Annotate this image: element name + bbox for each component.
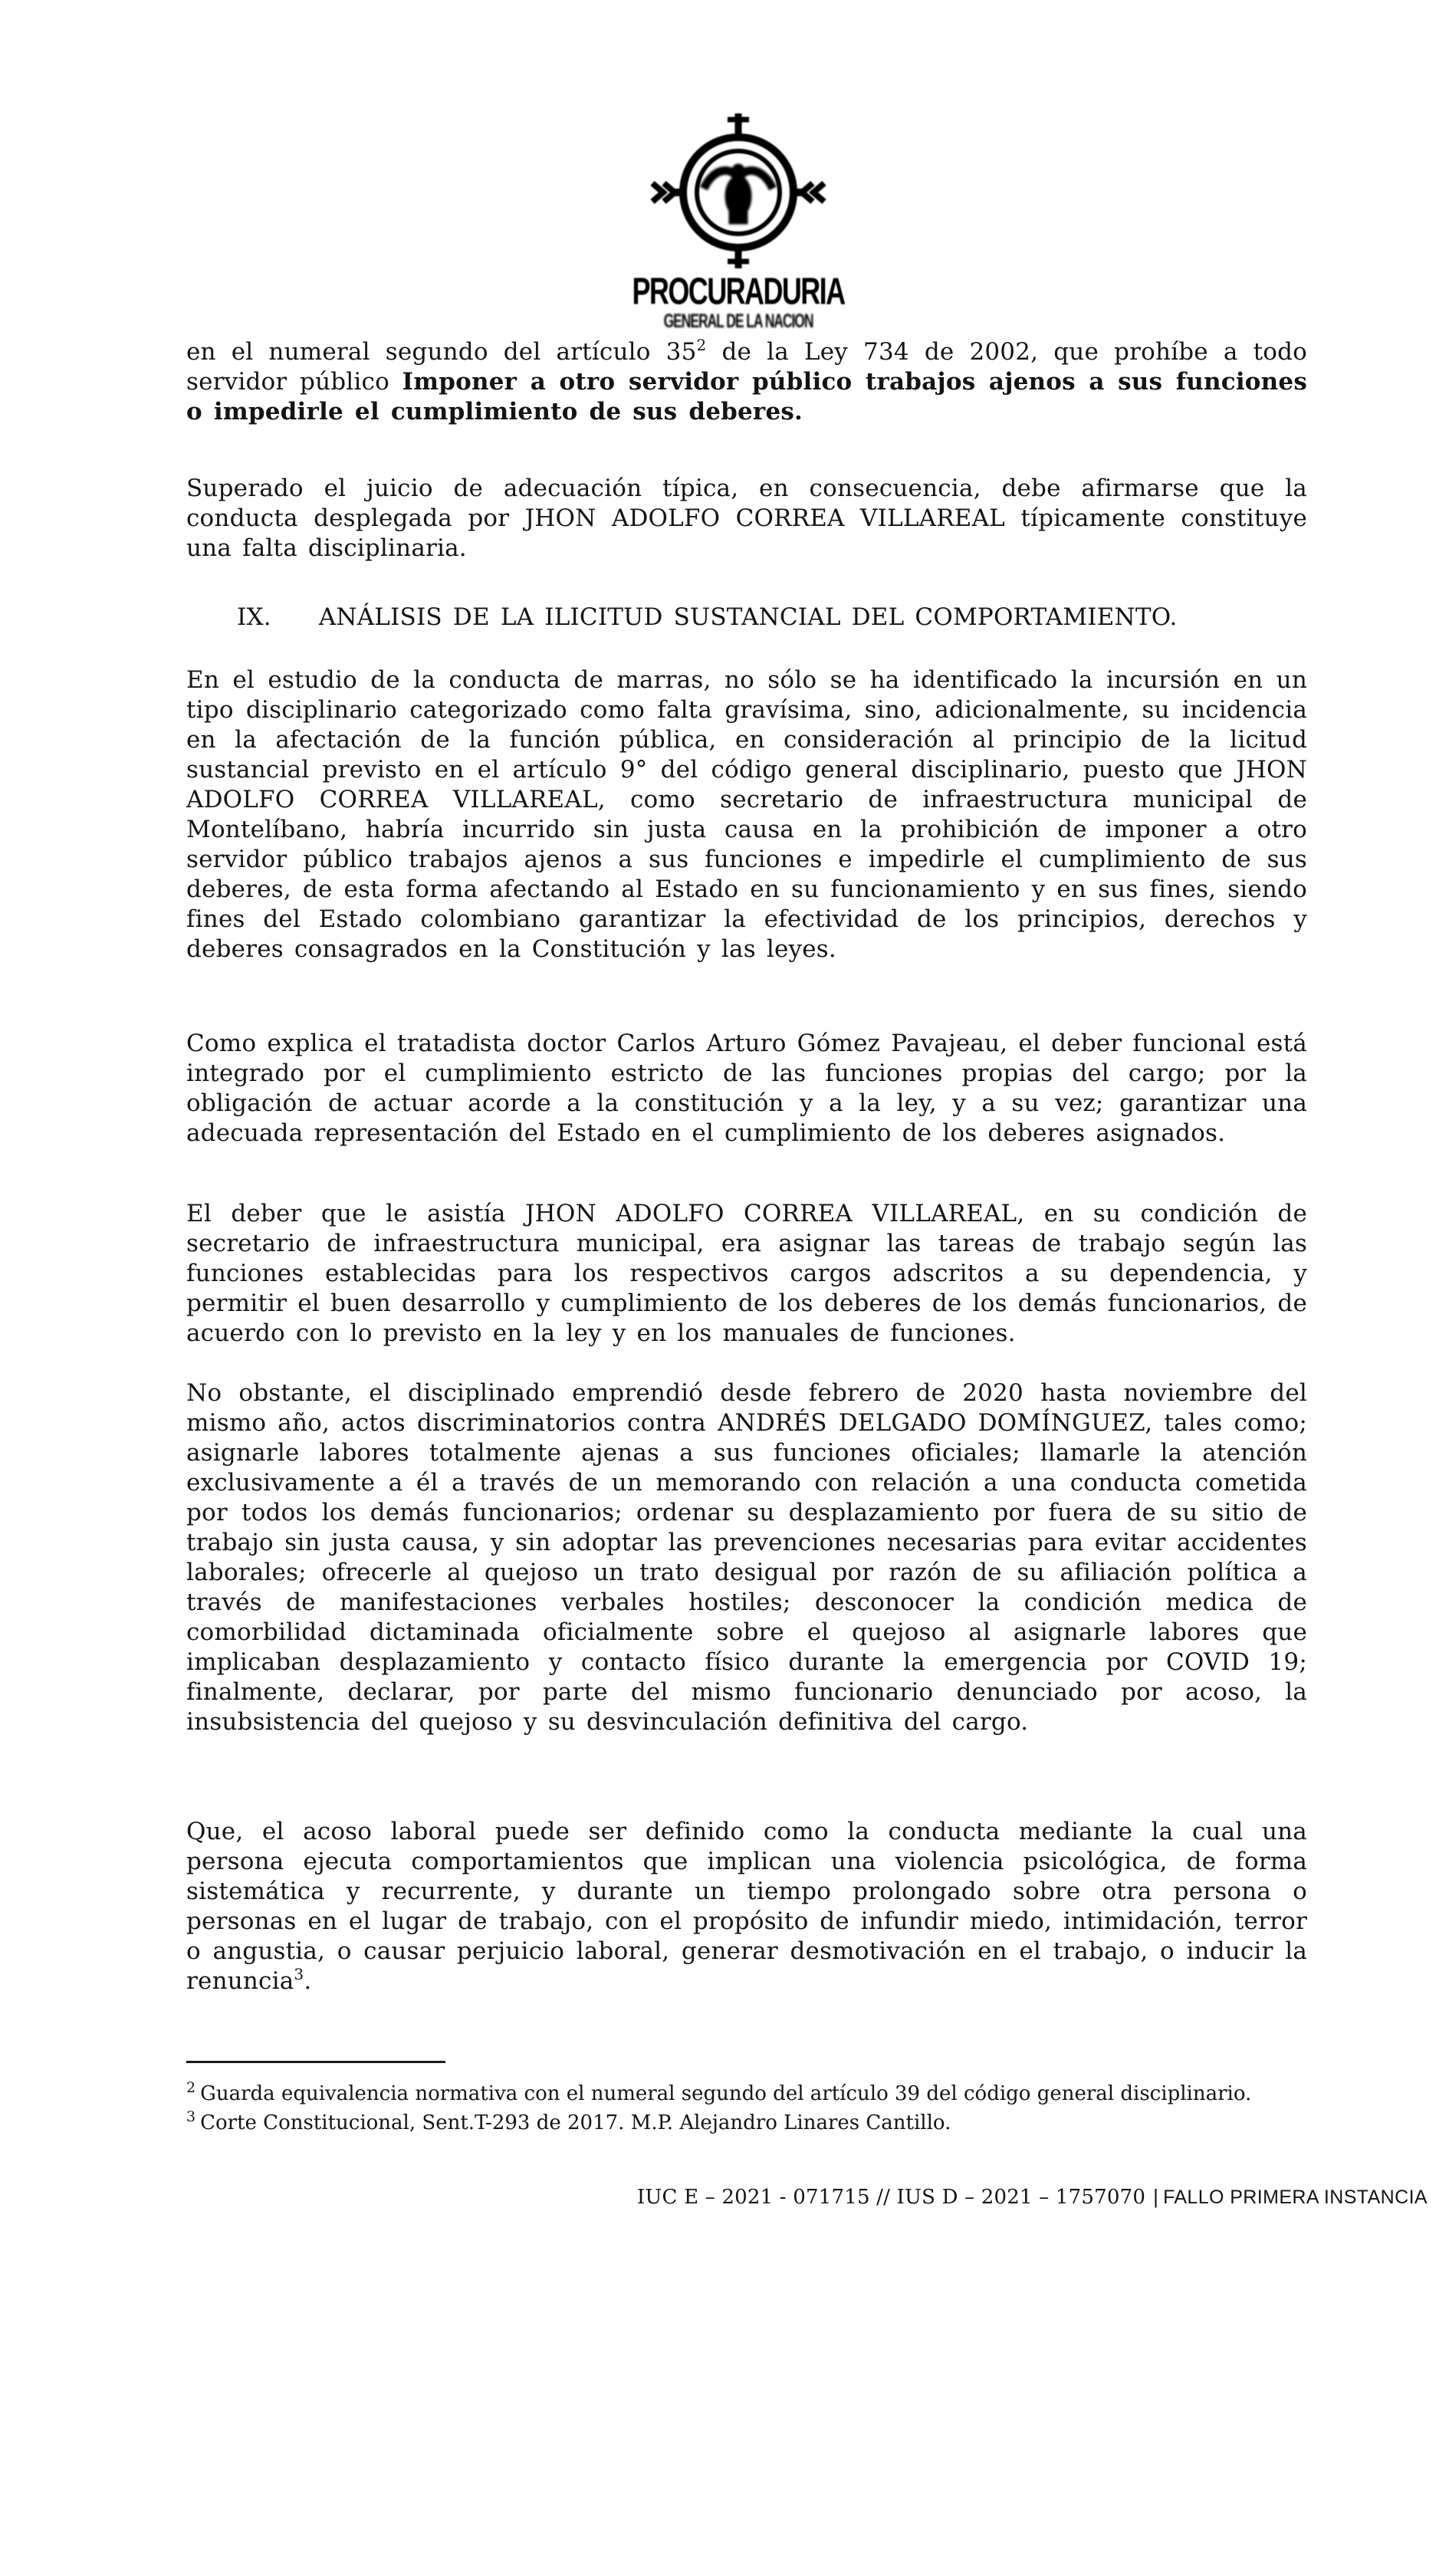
body-paragraph-7 [186,1817,1307,1996]
footnote-marker: 3 [186,2108,196,2125]
paragraph-text: Que, el acoso laboral puede ser definido como la conducta mediante la cual una persona ejecuta comportamientos que implican una violencia psicológica, de forma sistemática y recurrente, y durante un tiempo prolongado sobre otra persona o personas en el lugar de trabajo, con el propósito de infundir miedo, intimidación, terror o angustia, o causar perjuicio laboral, generar desmotivación en el trabajo, o inducir la renuncia [186,1818,1307,1995]
footer-separator: | [1153,2185,1159,2208]
body-paragraph-3: En el estudio de la conducta de marras, no sólo se ha identificado la incursión en un tipo disciplinario categorizado como falta gravísima, sino, adicionalmente, su incidencia en la afectación de la función pública, en consideración al principio de la licitud sustancial previsto en el artículo 9° del código general disciplinario, puesto que JHON ADOLFO CORREA VILLAREAL, como secretario de infraestructura municipal de Montelíbano, habría incurrido sin justa causa en la prohibición de imponer a otro servidor público trabajos ajenos a sus funciones e impedirle el cumplimiento de sus deberes, de esta forma afectando al Estado en su funcionamiento y en sus fines, siendo fines del Estado colombiano garantizar la efectividad de los principios, derechos y deberes consagrados en la Constitución y las leyes. [186,666,1307,963]
section-title: ANÁLISIS DE LA ILICITUD SUSTANCIAL DEL COMPORTAMIENTO. [318,603,1178,631]
procuraduria-logo [585,112,892,333]
body-paragraph-4: Como explica el tratadista doctor Carlos Arturo Gómez Pavajeau, el deber funcional está integrado por el cumplimiento estricto de las funciones propias del cargo; por la obligación de actuar acorde a la constitución y a la ley, y a su vez; garantizar una adecuada representación del Estado en el cumplimiento de los deberes asignados. [186,1030,1307,1147]
body-paragraph-6: No obstante, el disciplinado emprendió desde febrero de 2020 hasta noviembre del mismo año, actos discriminatorios contra ANDRÉS DELGADO DOMÍNGUEZ, tales como; asignarle labores totalmente ajenas a sus funciones oficiales; llamarle la atención exclusivamente a él a través de un memorando con relación a una conducta cometida por todos los demás funcionarios; ordenar su desplazamiento por fuera de su sitio de trabajo sin justa causa, y sin adoptar las prevenciones necesarias para evitar accidentes laborales; ofrecerle al quejoso un trato desigual por razón de su afiliación política a través de manifestaciones verbales hostiles; desconocer la condición medica de comorbilidad dictaminada oficialmente sobre el quejoso al asignarle labores que implicaban desplazamiento y contacto físico durante la emergencia por COVID 19; finalmente, declarar, por parte del mismo funcionario denunciado por acoso, la insubsistencia del quejoso y su desvinculación definitiva del cargo. [186,1379,1307,1736]
footnote-divider [186,2061,445,2063]
footnote-reference-2: 2 [696,336,707,354]
footnotes-section [186,2079,1313,2137]
footnote-reference-3: 3 [294,1965,304,1983]
paragraph-text: . [304,1967,312,1995]
body-paragraph-2: Superado el juicio de adecuación típica, en consecuencia, debe afirmarse que la conducta desplegada por JHON ADOLFO CORREA VILLAREAL típicamente constituye una falta disciplinaria. [186,475,1307,562]
footnote-3 [186,2108,1313,2137]
footer-label: FALLO PRIMERA INSTANCIA [1163,2187,1428,2208]
procuraduria-emblem-icon [650,112,826,272]
prohibition-bold-text: Imponer a otro servidor público trabajos ajenos a sus funciones o impedirle el cumplimiento de sus deberes. [186,368,1307,426]
body-paragraph-5: El deber que le asistía JHON ADOLFO CORREA VILLAREAL, en su condición de secretario de infraestructura municipal, era asignar las tareas de trabajo según las funciones establecidas para los respectivos cargos adscritos a su dependencia, y permitir el buen desarrollo y cumplimiento de los deberes de los demás funcionarios, de acuerdo con lo previsto en la ley y en los manuales de funciones. [186,1200,1307,1347]
footnote-marker: 2 [186,2079,196,2096]
footer-case-reference: IUC E – 2021 - 071715 // IUS D – 2021 – 1757070 [636,2186,1146,2209]
logo-wordmark: PROCURADURIA [632,271,845,313]
section-number: IX. [237,603,271,631]
footnote-text: Corte Constitucional, Sent.T-293 de 2017. M.P. Alejandro Linares Cantillo. [200,2111,951,2134]
page-footer [637,2185,1428,2209]
paragraph-text: de la Ley 734 de 2002, que prohíbe a todo servidor público [186,338,1307,396]
logo-subtitle: GENERAL DE LA NACION [663,310,813,332]
footnote-2 [186,2079,1313,2108]
paragraph-text: en el numeral segundo del artículo 35 [186,338,697,366]
footnote-text: Guarda equivalencia normativa con el numeral segundo del artículo 39 del código general disciplinario. [200,2082,1252,2105]
body-paragraph-1 [186,337,1307,427]
section-heading [186,603,1307,632]
